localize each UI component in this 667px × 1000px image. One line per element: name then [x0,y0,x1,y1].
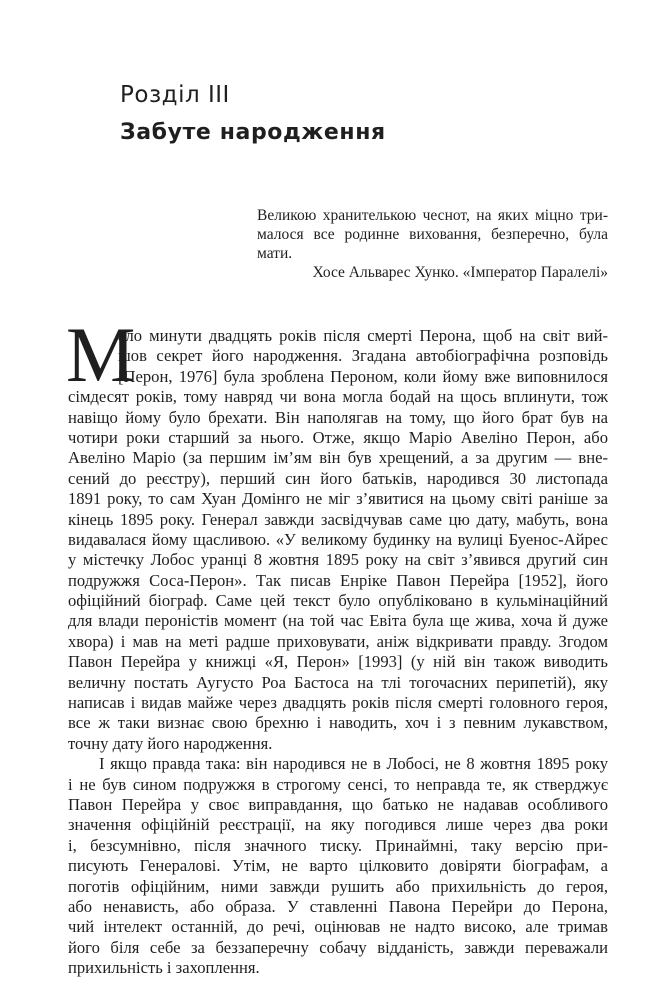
text-line: точну дату його народження. [68,733,273,753]
text-line: ало минути двадцять років після смерті Перона, щоб на світ вий- [118,326,608,345]
drop-cap: М [66,311,136,398]
text-line: Павон Перейра у своє виправдання, що батько не надавав особливого [68,794,608,814]
text-line: чотири роки старший за нього. Отже, якщо Маріо Авеліно Перон, або [68,427,608,447]
text-line: видавалася йому щасливою. «У великому будинку на вулиці Буенос-Айрес [68,529,608,549]
text-line: у містечку Лобос уранці 8 жовтня 1895 року на світ з’явився другий син [68,550,608,570]
text-line: [Перон, 1976] була зроблена Пероном, коли йому вже виповнилося [118,366,608,386]
epigraph [257,206,608,282]
text-line: все ж таки визнає свою брехню і наводить, хоч і з певним лукавством, [68,713,608,733]
text-line: його біля себе за беззаперечну собачу відданість, завжди переважали [68,937,608,957]
text-line: І якщо правда така: він народився не в Лобосі, не 8 жовтня 1895 року [99,754,608,774]
chapter-label: Розділ III [120,82,230,108]
text-line: величну постать Аугусто Роа Бастоса на тлі тогочасних перипетій), яку [68,672,608,692]
text-line: або ненависть, або образа. У ставленні Павона Перейри до Перона, [68,896,608,916]
text-line: значення офіційній реєстрації, на яку погодився лише через два роки [68,815,608,835]
epigraph-line: малося все родинне виховання, безперечно, була [257,226,608,243]
body-text [68,326,608,979]
text-line: чий інтелект останній, до речі, оцінював не надто високо, але тримав [68,917,608,937]
text-line: і не був сином подружжя в строгому сенсі, то неправда те, як стверджує [68,774,608,794]
epigraph-line: Великою хранителькою чеснот, на яких міцно три- [257,207,608,224]
chapter-title: Забуте народження [120,120,386,145]
text-line: офіційний біограф. Саме цей текст було опубліковано в кульмінаційний [68,591,608,611]
text-line: сімдесят років, тому навряд чи вона могла бодай на щось вплинути, тож [68,387,608,407]
text-line: навіщо йому було брехати. Він наполягав на тому, що його брат був на [68,407,608,427]
text-line: Авеліно Маріо (за першим ім’ям він був хрещений, а за другим — вне- [68,448,608,468]
epigraph-line: мати. [257,245,293,262]
text-line: кінець 1895 року. Генерал завжди засвідчував саме цю дату, мабуть, вона [68,509,608,529]
epigraph-source: Хосе Альварес Хунко. «Імператор Паралелі» [312,264,608,281]
text-line: поготів офіційним, ними завжди рушить або прихильність до героя, [68,876,608,896]
text-line: хвора) і мав на меті радше приховувати, аніж відкривати правду. Згодом [68,631,608,651]
text-line: сений до реєстру), перший син його батьків, народився 30 листопада [68,468,608,488]
text-line: 1891 року, то сам Хуан Домінго не міг з’явитися на цьому світі раніше за [68,489,608,509]
text-line: Павон Перейра у книжці «Я, Перон» [1993] (у ній він також виводить [68,652,608,672]
text-line: шов секрет його народження. Згадана автобіографічна розповідь [118,346,608,366]
text-line: написав і видав майже через двадцять років після смерті головного героя, [68,693,608,713]
text-line: подружжя Соса-Перон». Так писав Енріке Павон Перейра [1952], його [68,570,608,590]
text-line: для влади пероністів момент (на той час Евіта була ще жива, хоча й дуже [68,611,608,631]
text-line: писують Генералові. Утім, не варто цілковито довіряти біографам, а [68,856,608,876]
text-line: і, безсумнівно, після значного тиску. Принаймні, таку версію при- [68,835,608,855]
text-line: прихильність і захоплення. [68,958,260,978]
